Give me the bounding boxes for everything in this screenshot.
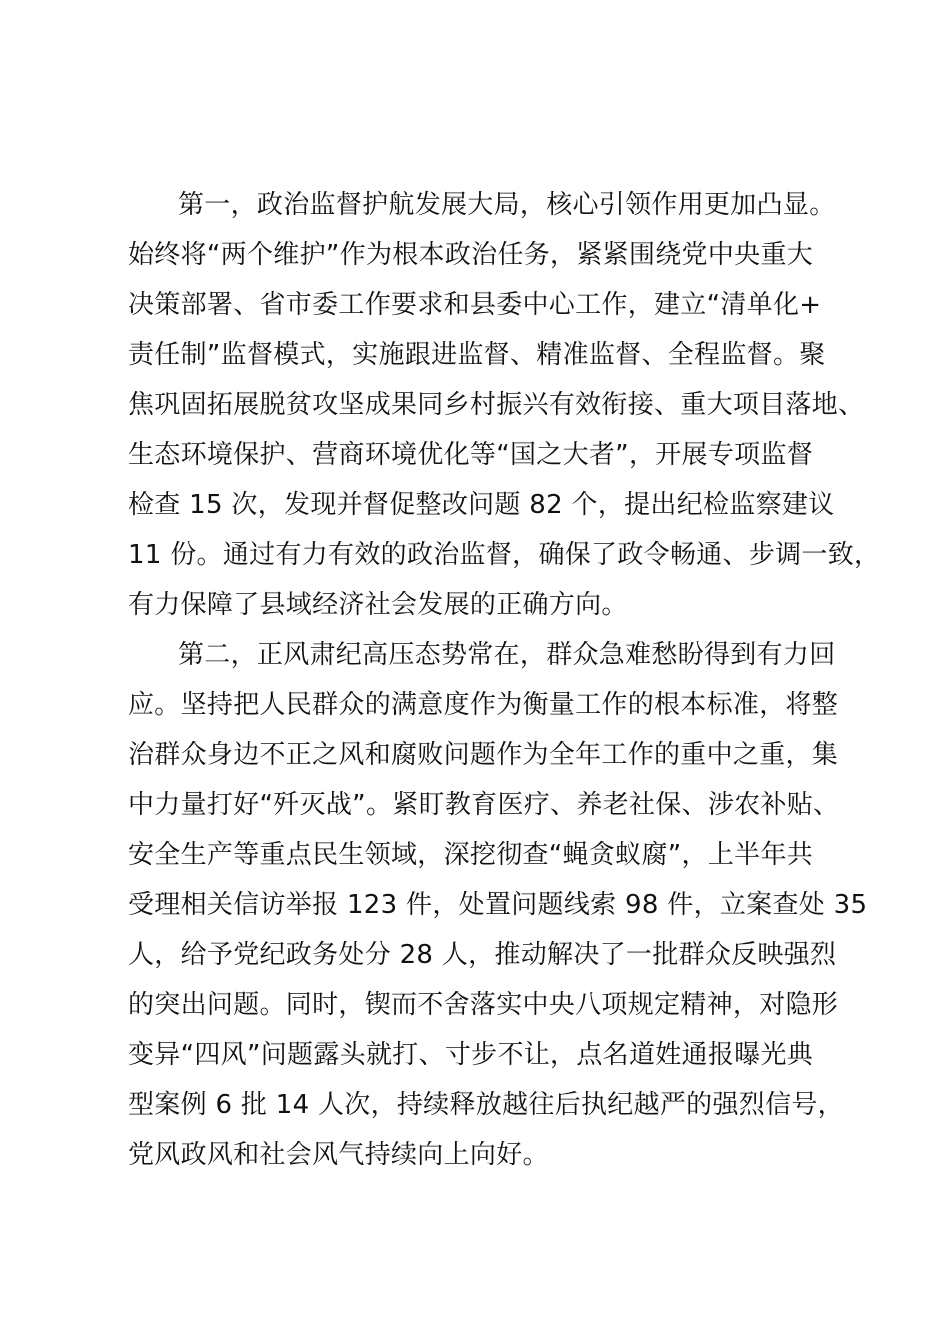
text-line: 决策部署、省市委工作要求和县委中心工作，建立“清单化+ [128,290,822,320]
text-line: 检查 15 次，发现并督促整改问题 82 个，提出纪检监察建议 [128,490,835,520]
text-line: 型案例 6 批 14 人次，持续释放越往后执纪越严的强烈信号， [128,1090,844,1120]
text-line: 有力保障了县域经济社会发展的正确方向。 [128,590,628,620]
text-line: 责任制”监督模式，实施跟进监督、精准监督、全程监督。聚 [128,340,826,370]
text-line: 人，给予党纪政务处分 28 人，推动解决了一批群众反映强烈 [128,940,837,970]
text-line: 安全生产等重点民生领域，深挖彻查“蝇贪蚁腐”，上半年共 [128,840,814,870]
text-line: 第二，正风肃纪高压态势常在，群众急难愁盼得到有力回 [178,640,836,670]
text-line: 焦巩固拓展脱贫攻坚成果同乡村振兴有效衔接、重大项目落地、 [128,390,865,420]
text-line: 的突出问题。同时，锲而不舍落实中央八项规定精神，对隐形 [128,990,839,1020]
text-line: 治群众身边不正之风和腐败问题作为全年工作的重中之重，集 [128,740,839,770]
text-line: 变异“四风”问题露头就打、寸步不让，点名道姓通报曝光典 [128,1040,814,1070]
text-line: 中力量打好“歼灭战”。紧盯教育医疗、养老社保、涉农补贴、 [128,790,840,820]
text-line: 应。坚持把人民群众的满意度作为衡量工作的根本标准，将整 [128,690,839,720]
text-line: 党风政风和社会风气持续向上向好。 [128,1140,549,1170]
text-line: 第一，政治监督护航发展大局，核心引领作用更加凸显。 [178,190,836,220]
text-line: 始终将“两个维护”作为根本政治任务，紧紧围绕党中央重大 [128,240,814,270]
text-line: 受理相关信访举报 123 件，处置问题线索 98 件，立案查处 35 [128,890,868,920]
text-line: 11 份。通过有力有效的政治监督，确保了政令畅通、步调一致， [128,540,881,570]
text-line: 生态环境保护、营商环境优化等“国之大者”，开展专项监督 [128,440,814,470]
